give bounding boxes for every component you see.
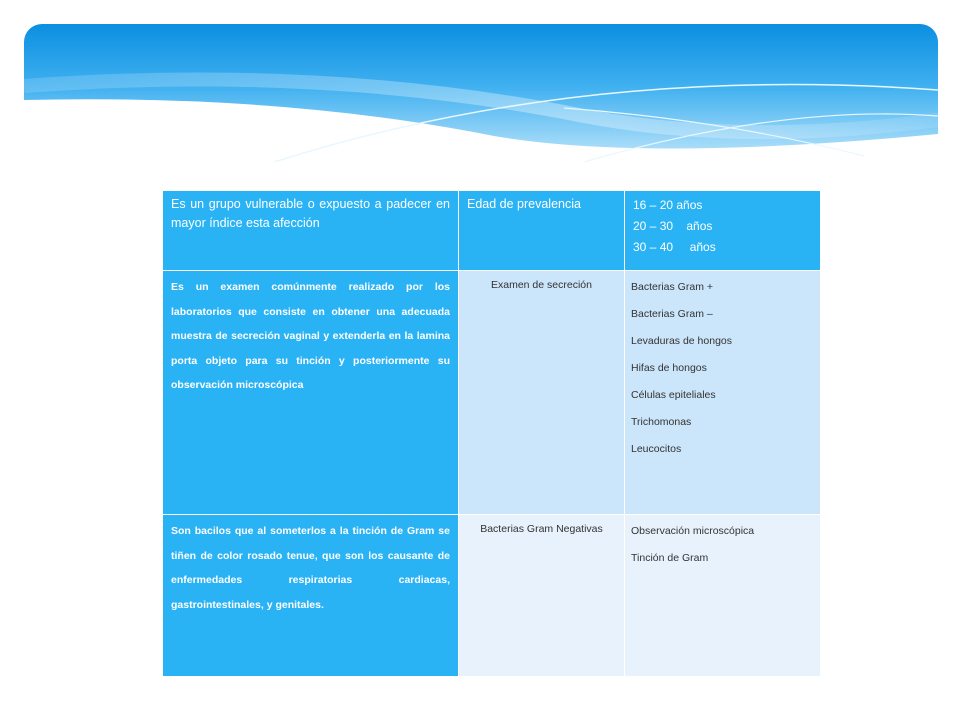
vulnerable-group-cell bbox=[163, 191, 459, 271]
list-item: Observación microscópica bbox=[631, 525, 755, 537]
bacteria-name: Bacterias Gram Negativas bbox=[480, 523, 603, 535]
prevalence-label-cell bbox=[459, 191, 625, 271]
header-banner bbox=[24, 24, 938, 162]
list-item: Hifas de hongos bbox=[631, 362, 707, 374]
age-ranges-cell bbox=[625, 191, 821, 271]
table-row bbox=[163, 515, 821, 677]
exam-name: Examen de secreción bbox=[491, 279, 592, 291]
gram-description: Son bacilos que al someterlos a la tinción de Gram se tiñen de color rosado tenue, que son los causante de enfermedades respiratorias cardiacas, gastrointestinales, y genitales. bbox=[171, 525, 450, 611]
exam-name-cell bbox=[459, 271, 625, 515]
table-row bbox=[163, 271, 821, 515]
vulnerable-group-text: Es un grupo vulnerable o expuesto a padecer en mayor índice esta afección bbox=[171, 197, 450, 230]
list-item: Bacterias Gram – bbox=[631, 308, 713, 320]
findings-cell bbox=[625, 271, 821, 515]
findings-list bbox=[625, 271, 820, 466]
age-ranges-list bbox=[625, 191, 820, 258]
bacteria-name-cell bbox=[459, 515, 625, 677]
info-table bbox=[162, 190, 821, 677]
banner-graphic bbox=[24, 24, 938, 162]
list-item: Células epiteliales bbox=[631, 389, 716, 401]
list-item: Tinción de Gram bbox=[631, 552, 709, 564]
table-header-row bbox=[163, 191, 821, 271]
gram-description-cell bbox=[163, 515, 459, 677]
age-range-item: 20 – 30 años bbox=[633, 219, 713, 233]
age-range-item: 30 – 40 años bbox=[633, 240, 716, 254]
list-item: Trichomonas bbox=[631, 416, 692, 428]
methods-list bbox=[625, 515, 820, 575]
prevalence-label: Edad de prevalencia bbox=[467, 197, 581, 211]
list-item: Levaduras de hongos bbox=[631, 335, 732, 347]
age-range-item: 16 – 20 años bbox=[633, 198, 703, 212]
list-item: Bacterias Gram + bbox=[631, 281, 713, 293]
methods-cell bbox=[625, 515, 821, 677]
exam-description-cell bbox=[163, 271, 459, 515]
exam-description: Es un examen comúnmente realizado por los laboratorios que consiste en obtener una adecuada muestra de secreción vaginal y extenderla en la lamina porta objeto para su tinción y posteriormente su observación microscópica bbox=[171, 281, 450, 391]
list-item: Leucocitos bbox=[631, 443, 682, 455]
